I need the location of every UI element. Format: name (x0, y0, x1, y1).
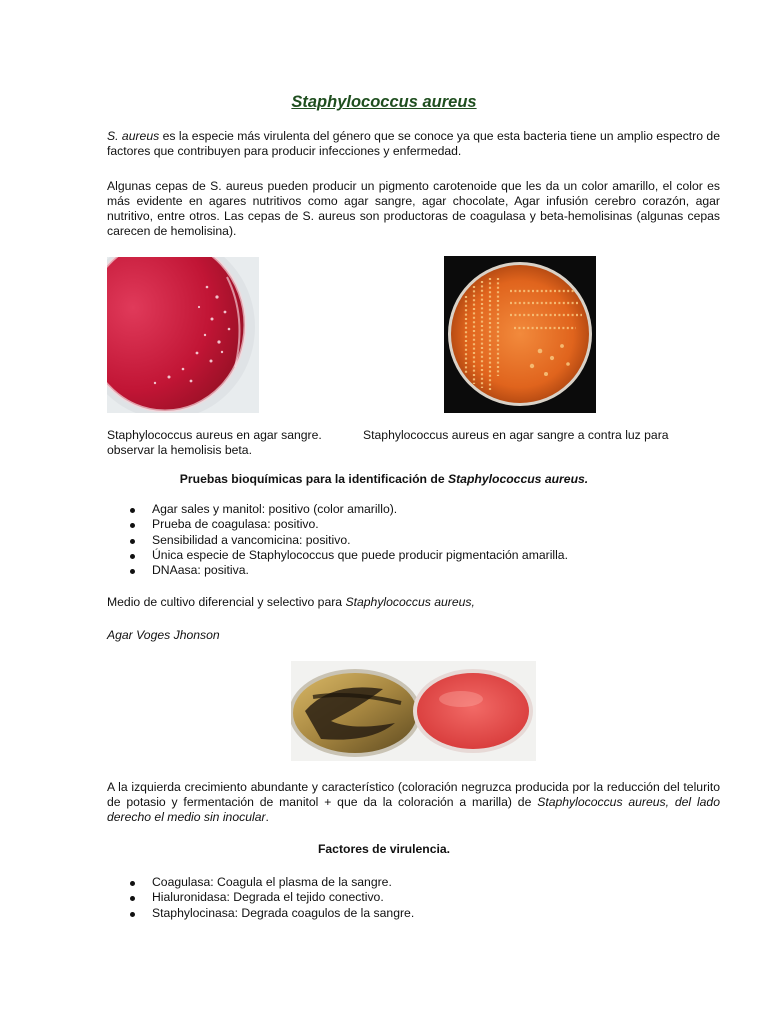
biochem-heading-species: Staphylococcus aureus. (447, 472, 589, 486)
medium-species: Staphylococcus aureus, (345, 595, 475, 609)
list-item: Agar sales y manitol: positivo (color amarillo). (107, 502, 720, 517)
blood-agar-image (107, 257, 259, 413)
blood-agar-photo (107, 257, 259, 413)
intro-text: es la especie más virulenta del género que se conoce ya que esta bacteria tiene un amplio espectro de factores que contribuyen para producir infecciones y enfermedad. (107, 129, 720, 158)
caption-right: Staphylococcus aureus en agar sangre a contra luz para (363, 428, 669, 442)
comparison-tail: . (265, 810, 269, 824)
virulence-heading: Factores de virulencia. (317, 842, 451, 856)
virulence-list (107, 875, 720, 921)
agar-name: Agar Voges Jhonson (107, 628, 220, 642)
biochem-list (107, 502, 720, 578)
biochem-heading-text: Pruebas bioquímicas para la identificación de (179, 472, 448, 486)
list-item: Coagulasa: Coagula el plasma de la sangre. (107, 875, 720, 890)
backlit-agar-photo (444, 256, 596, 413)
caption-left: Staphylococcus aureus en agar sangre. observar la hemolisis beta. (107, 428, 322, 457)
medium-text: Medio de cultivo diferencial y selectivo para (107, 595, 346, 609)
biochem-heading (0, 472, 768, 487)
two-plates-image (291, 661, 536, 761)
medium-line (107, 595, 475, 610)
two-plates-photo (291, 661, 536, 761)
intro-lead: S. aureus (107, 129, 160, 143)
list-item: Prueba de coagulasa: positivo. (107, 517, 720, 532)
list-item: Staphylocinasa: Degrada coagulos de la sangre. (107, 906, 720, 921)
page-title: Staphylococcus aureus (291, 93, 477, 111)
comparison-species: Staphylococcus aureus, del lado derecho el medio sin inocular (107, 795, 720, 824)
comparison-text: A la izquierda crecimiento abundante y característico (coloración negruzca producida por la reducción del telurito de potasio y fermentación de manitol + que da la coloración a marilla) de (107, 780, 720, 809)
list-item: Sensibilidad a vancomicina: positivo. (107, 533, 720, 548)
list-item: Hialuronidasa: Degrada el tejido conectivo. (107, 890, 720, 905)
comparison-paragraph (107, 780, 720, 825)
list-item: Única especie de Staphylococcus que puede producir pigmentación amarilla. (107, 548, 720, 563)
backlit-agar-image (444, 256, 596, 413)
pigment-paragraph: Algunas cepas de S. aureus pueden producir un pigmento carotenoide que les da un color amarillo, el color es más evidente en agares nutritivos como agar sangre, agar chocolate, Agar infusión cerebro corazón, agar nutritivo, entre otros. Las cepas de S. aureus son productoras de coagulasa y beta-hemolisinas (algunas cepas carecen de hemolisina). (107, 179, 720, 238)
intro-paragraph (107, 129, 720, 159)
list-item: DNAasa: positiva. (107, 563, 720, 578)
